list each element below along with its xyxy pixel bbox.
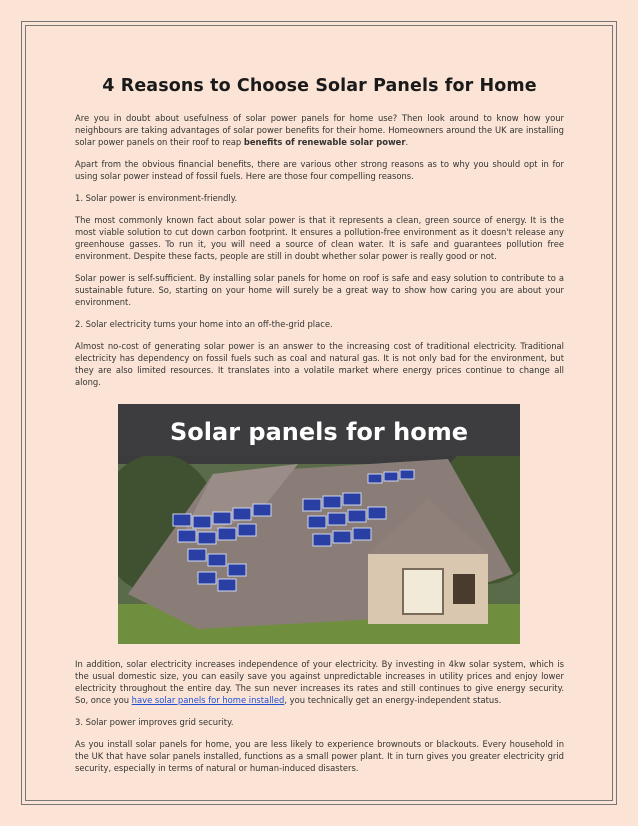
solar-panels-installed-link[interactable]: have solar panels for home installed <box>131 695 285 705</box>
solar-house-illustration <box>118 404 520 644</box>
page-title: 4 Reasons to Choose Solar Panels for Home <box>102 76 537 96</box>
section-3-paragraph-1: As you install solar panels for home, you are less likely to experience brownouts or blackouts. Every household in the UK that have solar panels installed, functions as a small power plant. It in turn gives you greater electricity grid security, especially in terms of natural or human-induced disasters. <box>75 739 564 773</box>
section-2-heading: 2. Solar electricity turns your home into an off-the-grid place. <box>75 319 333 329</box>
section-2-paragraph-2 <box>75 658 564 706</box>
section-3-heading: 3. Solar power improves grid security. <box>75 717 234 727</box>
image-caption: Solar panels for home <box>170 418 468 446</box>
intro-paragraph-1 <box>75 112 564 148</box>
intro-bold-text: benefits of renewable solar power <box>243 137 406 147</box>
section-2-text-end: , you technically get an energy-independent status. <box>284 695 502 705</box>
document-body <box>75 76 564 784</box>
intro-paragraph-2: Apart from the obvious financial benefits, there are various other strong reasons as to why you should opt in for using solar power instead of fossil fuels. Here are those four compelling reasons. <box>75 159 564 181</box>
solar-house-image <box>118 404 520 644</box>
section-2-text: In addition, solar electricity increases independence of your electricity. By investing in 4kw solar system, which is the usual domestic size, you can easily save you against unpredictable increases in utility prices and enjoy lower electricity throughout the entire day. The sun never increases its rates and still continues to give energy security. So, once you <box>75 659 564 705</box>
section-2-paragraph-1: Almost no-cost of generating solar power is an answer to the increasing cost of traditional electricity. Traditional electricity has dependency on fossil fuels such as coal and natural gas. It is not only bad for the environment, but they are also limited resources. It translates into a volatile market where energy prices continue to change all along. <box>75 341 564 387</box>
section-1-paragraph-2: Solar power is self-sufficient. By installing solar panels for home on roof is safe and easy solution to contribute to a sustainable future. So, starting on your home will surely be a great way to show how caring you are about your environment. <box>75 273 564 307</box>
section-1-heading: 1. Solar power is environment-friendly. <box>75 193 238 203</box>
intro-text-end: . <box>405 137 409 147</box>
intro-text: Are you in doubt about usefulness of solar power panels for home use? Then look around to know how your neighbours are taking advantages of solar power benefits for their home. Homeowners around the UK are installing solar power panels on their roof to reap <box>75 113 564 147</box>
section-1-paragraph-1: The most commonly known fact about solar power is that it represents a clean, green source of energy. It is the most viable solution to cut down carbon footprint. It ensures a pollution-free environment as it doesn't release any greenhouse gasses. To run it, you will need a source of clean water. It is safe and guarantees pollution free environment. Despite these facts, people are still in doubt whether solar power is really good or not. <box>75 215 564 261</box>
